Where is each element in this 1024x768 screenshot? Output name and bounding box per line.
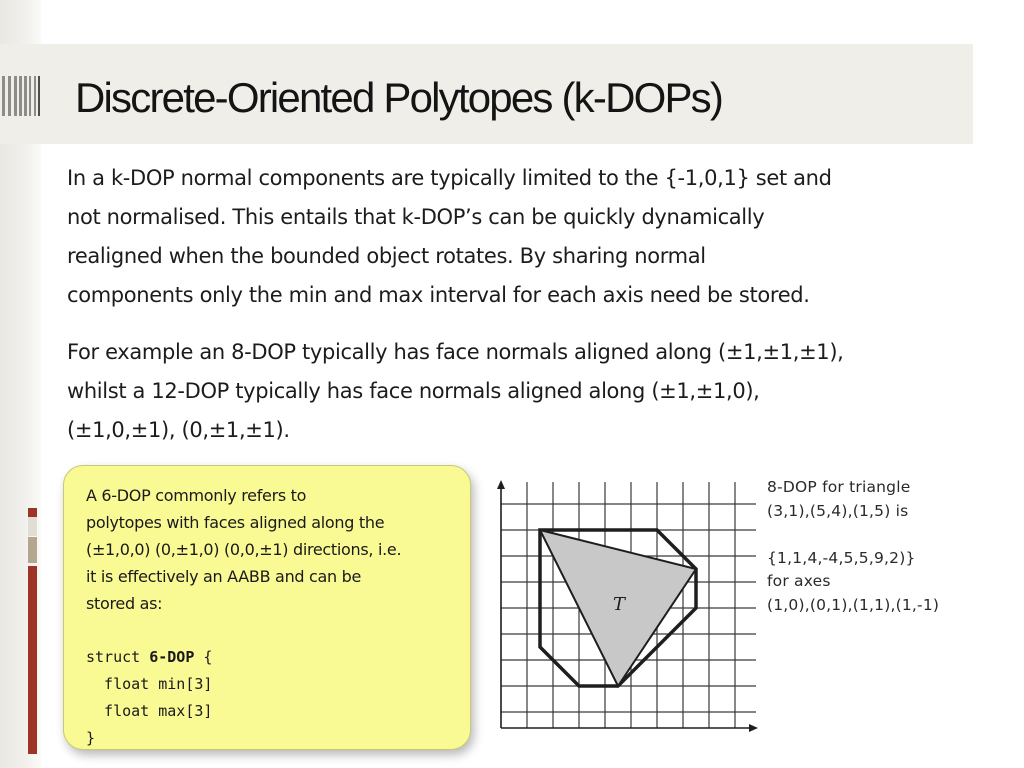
caption-line — [767, 523, 939, 547]
accent-strip-tan — [28, 537, 37, 563]
accent-strip-red — [28, 508, 37, 517]
accent-strip-light — [28, 517, 37, 536]
paragraph-line: whilst a 12-DOP typically has face normals aligned along (±1,±1,0), — [67, 379, 760, 403]
caption-line: for axes — [767, 572, 831, 590]
paragraph-line: In a k-DOP normal components are typically limited to the {-1,0,1} set and — [67, 166, 832, 190]
paragraph-dop-examples — [67, 333, 947, 450]
paragraph-line: components only the min and max interval for each axis need be stored. — [67, 283, 810, 307]
paragraph-line: (±1,0,±1), (0,±1,±1). — [67, 418, 290, 442]
caption-line: 8-DOP for triangle — [767, 478, 911, 496]
kdop-triangle-diagram — [488, 478, 760, 736]
caption-line: (3,1),(5,4),(1,5) is — [767, 501, 909, 520]
paragraph-kdop-normals — [67, 159, 947, 315]
callout-6dop — [63, 465, 471, 750]
callout-line: (±1,0,0) (0,±1,0) (0,0,±1) directions, i.e. — [86, 540, 402, 559]
paragraph-line: realigned when the bounded object rotates. By sharing normal — [67, 244, 706, 268]
code-line: float min[3] — [86, 675, 213, 693]
paragraph-line: For example an 8-DOP typically has face normals aligned along (±1,±1,±1), — [67, 340, 844, 364]
paragraph-line: not normalised. This entails that k-DOP’s can be quickly dynamically — [67, 205, 765, 229]
struct-code-block — [86, 644, 452, 752]
callout-line: polytopes with faces aligned along the — [86, 513, 385, 532]
code-line: float max[3] — [86, 702, 213, 720]
code-brace: { — [194, 648, 213, 666]
figure-caption — [767, 476, 939, 617]
callout-line: it is effectively an AABB and can be — [86, 567, 362, 586]
triangle-label: T — [612, 594, 626, 615]
slide-title: Discrete-Oriented Polytopes (k-DOPs) — [75, 74, 723, 121]
callout-line: A 6-DOP commonly refers to — [86, 486, 307, 505]
caption-line: {1,1,4,-4,5,5,9,2)} — [767, 548, 916, 567]
struct-name: 6-DOP — [149, 648, 195, 666]
caption-line: (1,0),(0,1),(1,1),(1,-1) — [767, 595, 940, 614]
title-bars-decoration — [0, 76, 40, 116]
code-line — [86, 644, 452, 671]
callout-line: stored as: — [86, 594, 163, 613]
accent-strip-red-long — [28, 566, 37, 754]
code-keyword: struct — [86, 648, 150, 666]
code-line: } — [86, 729, 96, 747]
